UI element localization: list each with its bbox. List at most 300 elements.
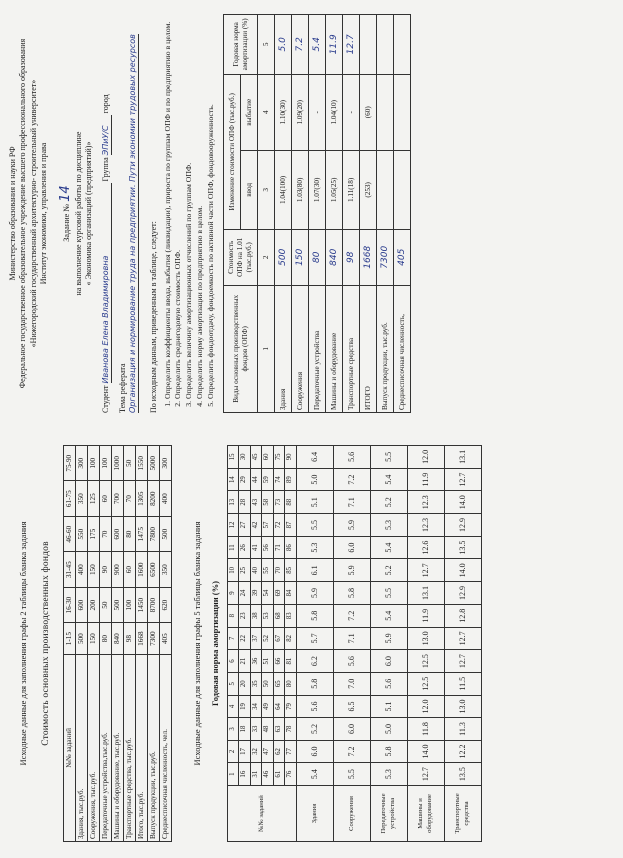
rates-label: №№ заданий xyxy=(227,786,296,842)
funds-row-label: Передаточные устройства,тыс.руб. xyxy=(99,654,111,841)
rates-number: 34 xyxy=(250,695,261,718)
rates-number: 10 xyxy=(227,559,238,582)
rates-number: 65 xyxy=(273,672,284,695)
rates-cell: 5.4 xyxy=(370,536,407,559)
rates-number: 1 xyxy=(227,763,238,786)
funds-cell: 350 xyxy=(75,481,87,516)
rates-number: 51 xyxy=(262,650,273,673)
rates-number: 23 xyxy=(239,604,250,627)
ministry-line: Министерство образования и науки РФ xyxy=(8,146,17,281)
task-value-start: 840 xyxy=(326,229,343,285)
university-line: «Нижегородский государственный архитектурно- строительный университет» xyxy=(28,79,38,348)
rates-cell: 12.8 xyxy=(444,604,481,627)
group-value: ЭПиУ/С xyxy=(101,115,112,155)
rates-number: 41 xyxy=(250,536,261,559)
rates-cell: 5.3 xyxy=(296,536,333,559)
task-row xyxy=(326,15,343,413)
rates-number: 79 xyxy=(285,695,296,718)
rates-number: 73 xyxy=(273,491,284,514)
funds-cell: 400 xyxy=(75,552,87,587)
rates-cell: 6.5 xyxy=(333,695,370,718)
funds-cell: 80 xyxy=(99,623,111,655)
task-value-out: - xyxy=(343,74,360,150)
task-value-in: 1.07(30) xyxy=(309,150,326,229)
rates-number: 78 xyxy=(285,718,296,740)
rates-number: 60 xyxy=(262,446,273,469)
rates-number: 70 xyxy=(273,559,284,582)
funds-cell: 1475 xyxy=(135,516,147,551)
rates-number: 39 xyxy=(250,582,261,605)
rates-row xyxy=(296,446,333,842)
task-table xyxy=(223,14,411,413)
rates-cell: 6.2 xyxy=(296,650,333,673)
rates-number: 21 xyxy=(239,650,250,673)
rates-cell: 13.5 xyxy=(444,536,481,559)
funds-table xyxy=(63,445,172,842)
rates-cell: 5.8 xyxy=(370,740,407,763)
task-value-rate xyxy=(394,15,411,75)
funds-col: 75-90 xyxy=(63,446,75,481)
funds-row-label: Машины и оборудование, тыс.руб. xyxy=(111,654,123,841)
rates-cell: 5.9 xyxy=(296,582,333,605)
funds-cell: 100 xyxy=(99,446,111,481)
funds-cell: 550 xyxy=(75,516,87,551)
task-h1: Виды основных производственных фондов (ОПФ) xyxy=(224,285,258,412)
rates-number: 84 xyxy=(285,582,296,605)
rates-cell: 5.3 xyxy=(370,763,407,786)
task-value-out: 1.10(30) xyxy=(275,74,292,150)
funds-cell: 200 xyxy=(87,587,99,622)
rates-cell: 5.8 xyxy=(296,672,333,695)
task-value-out xyxy=(394,74,411,150)
funds-row xyxy=(87,446,99,842)
rates-cell: 5.5 xyxy=(296,514,333,537)
city-label: город xyxy=(100,94,110,114)
task-row-label: Машины и оборудование xyxy=(326,285,343,412)
task-value-start: 80 xyxy=(309,229,326,285)
funds-row-label: Здания, тыс.руб. xyxy=(75,654,87,841)
rates-number: 61 xyxy=(273,763,284,786)
funds-cell: 60 xyxy=(99,481,111,516)
funds-cell: 500 xyxy=(111,587,123,622)
rates-number: 25 xyxy=(239,559,250,582)
task-value-out: (60) xyxy=(360,74,377,150)
funds-cell: 300 xyxy=(75,446,87,481)
rates-number-row xyxy=(285,446,296,842)
funds-cell: 7800 xyxy=(147,516,159,551)
funds-cell: 7300 xyxy=(147,623,159,655)
task-value-in xyxy=(394,150,411,229)
rates-number: 66 xyxy=(273,650,284,673)
task-row xyxy=(394,15,411,413)
rates-number: 48 xyxy=(262,718,273,740)
rates-cell: 12.7 xyxy=(444,468,481,491)
rates-cell: 5.3 xyxy=(370,514,407,537)
rates-row xyxy=(333,446,370,842)
rates-cell: 13.1 xyxy=(444,446,481,469)
task-label: Задание № xyxy=(61,203,71,242)
task-row xyxy=(309,15,326,413)
rates-number-row xyxy=(273,446,284,842)
funds-col: 31-45 xyxy=(63,552,75,587)
rates-number: 68 xyxy=(273,604,284,627)
topic-row xyxy=(118,14,139,413)
rates-number: 53 xyxy=(262,604,273,627)
rates-number: 88 xyxy=(285,491,296,514)
rates-cell: 14.0 xyxy=(407,740,444,763)
task-row-label: Сооружения xyxy=(292,285,309,412)
rates-cell: 12.2 xyxy=(444,740,481,763)
rates-number: 42 xyxy=(250,514,261,537)
task-row xyxy=(275,15,292,413)
funds-cell: 80 xyxy=(123,516,135,551)
funds-cell: 98 xyxy=(123,623,135,655)
rates-number: 22 xyxy=(239,627,250,650)
rates-number: 63 xyxy=(273,718,284,740)
rates-number: 43 xyxy=(250,491,261,514)
rates-number: 83 xyxy=(285,604,296,627)
task-value-rate: 12.7 xyxy=(343,15,360,75)
rates-cell: 7.1 xyxy=(333,491,370,514)
funds-cell: 125 xyxy=(87,481,99,516)
task-value-in: 1.03(80) xyxy=(292,150,309,229)
rates-number: 44 xyxy=(250,468,261,491)
funds-cell: 1000 xyxy=(111,446,123,481)
task-item: 4. Определить норму амортизации по предприятию в целом. xyxy=(195,14,205,399)
task-value-out: 1.09(20) xyxy=(292,74,309,150)
rates-number-row xyxy=(239,446,250,842)
funds-col: 46-60 xyxy=(63,516,75,551)
rates-number: 55 xyxy=(262,559,273,582)
task-value-start: 98 xyxy=(343,229,360,285)
rates-cell: 5.1 xyxy=(370,695,407,718)
task-value-rate xyxy=(360,15,377,75)
rates-number-row xyxy=(250,446,261,842)
rates-cell: 5.8 xyxy=(333,582,370,605)
rates-cell: 5.6 xyxy=(370,672,407,695)
rates-number: 33 xyxy=(250,718,261,740)
funds-cell: 500 xyxy=(75,623,87,655)
funds-cell: 5000 xyxy=(147,446,159,481)
institution-line: Федеральное государственное образовательное учреждение высшего профессионального образования xyxy=(18,38,28,389)
funds-cell: 70 xyxy=(123,481,135,516)
course-line: на выполнение курсовой работы по дисциплине xyxy=(73,131,83,296)
task-num: 4 xyxy=(258,74,275,150)
task-row-label: Транспортные средства xyxy=(343,285,360,412)
task-value-rate: 11.9 xyxy=(326,15,343,75)
rates-number: 9 xyxy=(227,582,238,605)
rates-cell: 11.5 xyxy=(444,672,481,695)
funds-cell: 50 xyxy=(123,446,135,481)
rates-number: 27 xyxy=(239,514,250,537)
rates-number: 29 xyxy=(239,468,250,491)
task-value-in: (253) xyxy=(360,150,377,229)
funds-row xyxy=(99,446,111,842)
task-num: 5 xyxy=(258,15,275,75)
rates-number: 81 xyxy=(285,650,296,673)
funds-cell: 150 xyxy=(87,623,99,655)
institute-line: Институт экономики, управления и права xyxy=(39,142,49,285)
task-value-start: 150 xyxy=(292,229,309,285)
funds-cell: 900 xyxy=(111,552,123,587)
funds-col: 1-15 xyxy=(63,623,75,655)
task-row xyxy=(343,15,360,413)
funds-cell: 1668 xyxy=(135,623,147,655)
rates-number: 17 xyxy=(239,740,250,763)
rates-number: 89 xyxy=(285,468,296,491)
rates-cell: 5.4 xyxy=(370,468,407,491)
rates-number: 59 xyxy=(262,468,273,491)
rates-cell: 5.6 xyxy=(296,695,333,718)
rates-row-label: Машины и оборудование xyxy=(407,786,444,842)
rates-number: 77 xyxy=(285,740,296,763)
rates-cell: 7.1 xyxy=(333,627,370,650)
rates-number: 36 xyxy=(250,650,261,673)
task-list xyxy=(163,14,216,413)
task-value-out: 1.04(10) xyxy=(326,74,343,150)
task-value-rate xyxy=(377,15,394,75)
task-row xyxy=(360,15,377,413)
task-row xyxy=(377,15,394,413)
rates-cell: 11.9 xyxy=(407,468,444,491)
funds-header-label: №№ заданий xyxy=(63,654,75,841)
rates-cell: 12.3 xyxy=(407,514,444,537)
rates-cell: 6.0 xyxy=(333,718,370,740)
task-row-label: ИТОГО xyxy=(360,285,377,412)
rates-number: 45 xyxy=(250,446,261,469)
funds-row xyxy=(159,446,171,842)
task-title xyxy=(58,14,74,413)
rates-number-row xyxy=(262,446,273,842)
task-num: 3 xyxy=(258,150,275,229)
rates-cell: 12.0 xyxy=(407,446,444,469)
rates-number: 13 xyxy=(227,491,238,514)
task-value-in: 1.11(18) xyxy=(343,150,360,229)
funds-cell: 50 xyxy=(99,587,111,622)
rates-row-label: Здания xyxy=(296,786,333,842)
rates-cell: 5.5 xyxy=(370,446,407,469)
rates-cell: 12.9 xyxy=(444,582,481,605)
task-item: 2. Определить среднегодовую стоимость ОПФ. xyxy=(173,14,183,399)
funds-row xyxy=(135,446,147,842)
rates-cell: 12.7 xyxy=(444,627,481,650)
rates-number: 80 xyxy=(285,672,296,695)
task-value-start: 405 xyxy=(394,229,411,285)
rates-cell: 13.5 xyxy=(444,763,481,786)
rates-number: 40 xyxy=(250,559,261,582)
funds-cell: 8700 xyxy=(147,587,159,622)
task-value-in: 1.05(25) xyxy=(326,150,343,229)
funds-cell: 1450 xyxy=(135,587,147,622)
task-value-out: - xyxy=(309,74,326,150)
rates-number: 50 xyxy=(262,672,273,695)
rates-number: 31 xyxy=(250,763,261,786)
rates-cell: 13.0 xyxy=(444,695,481,718)
funds-cell: 840 xyxy=(111,623,123,655)
rates-cell: 5.8 xyxy=(296,604,333,627)
rates-cell: 12.5 xyxy=(407,672,444,695)
funds-row-label: Сооружения, тыс.руб. xyxy=(87,654,99,841)
task-item: 1. Определить коэффициенты ввода, выбытия (ликвидации), прироста по группам ОПФ и по предприятию в целом. xyxy=(163,14,173,399)
funds-cell: 1305 xyxy=(135,481,147,516)
rates-cell: 5.9 xyxy=(333,514,370,537)
rates-cell: 5.4 xyxy=(370,604,407,627)
funds-cell: 90 xyxy=(99,552,111,587)
task-h3: Изменение стоимости ОПФ (тыс.руб.) xyxy=(224,74,241,229)
rates-cell: 6.4 xyxy=(296,446,333,469)
funds-cell: 1600 xyxy=(135,552,147,587)
rates-number: 82 xyxy=(285,627,296,650)
rates-cell: 14.0 xyxy=(444,559,481,582)
task-value-start: 7300 xyxy=(377,229,394,285)
rates-number: 7 xyxy=(227,627,238,650)
rates-number: 62 xyxy=(273,740,284,763)
funds-col: 61-75 xyxy=(63,481,75,516)
rates-cell: 5.0 xyxy=(370,718,407,740)
rates-number: 72 xyxy=(273,514,284,537)
funds-row xyxy=(147,446,159,842)
rates-number: 2 xyxy=(227,740,238,763)
rates-cell: 5.6 xyxy=(333,446,370,469)
rates-number: 19 xyxy=(239,695,250,718)
task-row-label: Выпуск продукции, тыс.руб. xyxy=(377,285,394,412)
rates-number: 74 xyxy=(273,468,284,491)
topic-label: Тема реферата xyxy=(117,363,127,413)
rates-row-label: Сооружения xyxy=(333,786,370,842)
rates-number: 5 xyxy=(227,672,238,695)
rates-number: 49 xyxy=(262,695,273,718)
rates-row-label: Транспортные средства xyxy=(444,786,481,842)
group-label: Группа xyxy=(100,157,110,182)
funds-cell: 600 xyxy=(111,516,123,551)
rates-cell: 5.5 xyxy=(370,582,407,605)
task-num: 2 xyxy=(258,229,275,285)
funds-cell: 405 xyxy=(159,623,171,655)
rates-number: 64 xyxy=(273,695,284,718)
task-value-out xyxy=(377,74,394,150)
rates-number: 47 xyxy=(262,740,273,763)
task-num: 1 xyxy=(258,285,275,412)
rates-number: 8 xyxy=(227,604,238,627)
rates-row xyxy=(370,446,407,842)
rates-heading: Исходные данные для заполнения графы 5 таблицы бланка задания xyxy=(191,521,202,766)
rates-cell: 12.7 xyxy=(407,559,444,582)
rates-cell: 11.3 xyxy=(444,718,481,740)
task-number: 14 xyxy=(57,185,73,202)
rates-number: 57 xyxy=(262,514,273,537)
rates-row-label: Передаточные устройства xyxy=(370,786,407,842)
funds-cell: 100 xyxy=(123,587,135,622)
funds-cell: 1550 xyxy=(135,446,147,481)
funds-cell: 350 xyxy=(159,552,171,587)
funds-cell: 150 xyxy=(87,552,99,587)
rates-row xyxy=(407,446,444,842)
rates-cell: 12.7 xyxy=(407,763,444,786)
rates-cell: 5.1 xyxy=(296,491,333,514)
rates-number: 6 xyxy=(227,650,238,673)
rates-number: 71 xyxy=(273,536,284,559)
rates-cell: 14.0 xyxy=(444,491,481,514)
rates-cell: 12.6 xyxy=(407,536,444,559)
rates-number: 85 xyxy=(285,559,296,582)
funds-title: Стоимость основных производственных фондов xyxy=(40,541,51,746)
rates-cell: 5.9 xyxy=(370,627,407,650)
rates-cell: 6.1 xyxy=(296,559,333,582)
rates-number: 37 xyxy=(250,627,261,650)
funds-header-row xyxy=(63,446,75,842)
funds-row-label: Итого, тыс.руб. xyxy=(135,654,147,841)
task-value-rate: 5.0 xyxy=(275,15,292,75)
funds-heading: Исходные данные для заполнения графы 2 таблицы бланка задания xyxy=(18,521,28,766)
rates-cell: 12.3 xyxy=(407,491,444,514)
rates-cell: 7.2 xyxy=(333,740,370,763)
rates-number: 14 xyxy=(227,468,238,491)
task-value-rate: 7.2 xyxy=(292,15,309,75)
rates-cell: 5.9 xyxy=(333,559,370,582)
rates-cell: 13.0 xyxy=(407,627,444,650)
funds-col: 16-30 xyxy=(63,587,75,622)
rates-number: 15 xyxy=(227,446,238,469)
task-value-start: 1668 xyxy=(360,229,377,285)
rates-cell: 7.2 xyxy=(333,468,370,491)
funds-cell: 70 xyxy=(99,516,111,551)
rates-number: 30 xyxy=(239,446,250,469)
funds-cell: 600 xyxy=(75,587,87,622)
rates-cell: 11.9 xyxy=(407,604,444,627)
funds-cell: 300 xyxy=(159,446,171,481)
rates-row xyxy=(444,446,481,842)
task-num-row xyxy=(258,15,275,413)
task-h3b: выбытие xyxy=(241,74,258,150)
rates-cell: 13.1 xyxy=(407,582,444,605)
rates-number: 46 xyxy=(262,763,273,786)
funds-row-label: Транспортные средства, тыс.руб. xyxy=(123,654,135,841)
rates-number: 90 xyxy=(285,446,296,469)
task-h3a: ввод xyxy=(241,150,258,229)
rates-number: 67 xyxy=(273,627,284,650)
funds-cell: 500 xyxy=(159,516,171,551)
task-value-in xyxy=(377,150,394,229)
task-h4: Годовая норма амортизации (%) xyxy=(224,15,258,75)
rates-number: 16 xyxy=(239,763,250,786)
funds-row xyxy=(123,446,135,842)
rates-number: 38 xyxy=(250,604,261,627)
rates-cell: 5.4 xyxy=(296,763,333,786)
rates-number: 86 xyxy=(285,536,296,559)
rates-title: Годовая норма амортизации (%) xyxy=(210,581,221,706)
rates-cell: 6.0 xyxy=(296,740,333,763)
rates-cell: 12.5 xyxy=(407,650,444,673)
rates-number: 28 xyxy=(239,491,250,514)
funds-cell: 100 xyxy=(87,446,99,481)
student-label: Студент xyxy=(100,385,110,413)
rates-cell: 6.0 xyxy=(333,536,370,559)
rates-number: 35 xyxy=(250,672,261,695)
rates-number: 4 xyxy=(227,695,238,718)
funds-row xyxy=(75,446,87,842)
course-name: « Экономика организаций (предприятий)» xyxy=(84,141,94,286)
funds-cell: 8200 xyxy=(147,481,159,516)
rates-cell: 7.0 xyxy=(333,672,370,695)
student-row xyxy=(101,14,112,413)
rates-number: 87 xyxy=(285,514,296,537)
task-header-row xyxy=(224,15,241,413)
rates-cell: 5.5 xyxy=(333,763,370,786)
task-item: 5. Определить фондоотдачу, фондоемкость по активной части ОПФ, фондовооруженность. xyxy=(206,14,216,399)
rates-cell: 12.9 xyxy=(444,514,481,537)
task-value-start: 500 xyxy=(275,229,292,285)
task-h2: Стоимость ОПФ на 1.01 (тыс.руб.) xyxy=(224,229,258,285)
